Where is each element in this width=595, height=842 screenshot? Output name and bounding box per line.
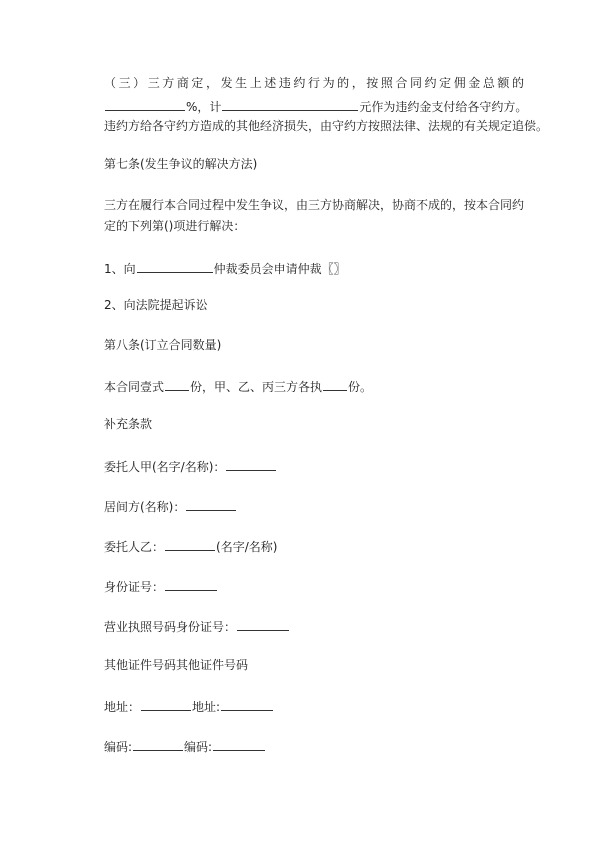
article8-text [104,378,372,395]
clause3-line2 [104,98,527,115]
yuan-suffix: 元作为违约金支付给各守约方。 [359,100,528,114]
copies-mid: 份，甲、乙、丙三方各执 [190,380,323,394]
id-label: 身份证号： [104,580,165,594]
address2-label: 地址: [192,700,221,714]
code-row [104,738,266,755]
party-a-row [104,458,277,475]
clause3-line3: 违约方给各守约方造成的其他经济损失，由守约方按照法律、法规的有关规定追偿。 [104,119,549,133]
intermediary-row [104,498,237,515]
penalty-amount-blank[interactable] [222,98,358,111]
article7-para-line1: 三方在履行本合同过程中发生争议，由三方协商解决，协商不成的，按本合同约 [104,198,525,212]
id-blank[interactable] [165,578,217,591]
supplement-title: 补充条款 [104,417,153,431]
party-b-suffix: (名字/名称) [216,540,278,554]
article7-title: 第七条(发生争议的解决方法) [104,157,258,171]
code1-blank[interactable] [133,738,183,751]
code2-blank[interactable] [213,738,265,751]
option1-prefix: 1、向 [104,262,136,276]
party-a-blank[interactable] [226,458,276,471]
intermediary-blank[interactable] [186,498,236,511]
party-b-row [104,538,277,555]
commission-rate-blank[interactable] [105,98,185,111]
clause3-line1: （三）三方商定，发生上述违约行为的，按照合同约定佣金总额的 [104,76,524,90]
option1-suffix: 仲裁委员会申请仲裁〖〗 [213,262,346,276]
license-label: 营业执照号码身份证号： [104,620,237,634]
party-a-label: 委托人甲(名字/名称)： [104,460,226,474]
arbitration-commission-blank[interactable] [137,260,213,273]
article7-option1 [104,260,346,277]
intermediary-label: 居间方(名称)： [104,500,186,514]
license-blank[interactable] [237,618,289,631]
copies-prefix: 本合同壹式 [104,380,165,394]
address-row [104,698,274,715]
copies-suffix: 份。 [348,380,373,394]
article8-title: 第八条(订立合同数量) [104,338,222,352]
article7-para-line2: 定的下列第()项进行解决： [104,219,246,233]
code1-label: 编码: [104,740,133,754]
address1-label: 地址： [104,700,141,714]
party-b-label: 委托人乙： [104,540,165,554]
id-row [104,578,218,595]
code2-label: 编码: [184,740,213,754]
total-copies-blank[interactable] [165,378,189,391]
license-row [104,618,290,635]
address1-blank[interactable] [141,698,191,711]
party-b-blank[interactable] [165,538,215,551]
article7-option2: 2、向法院提起诉讼 [104,298,208,312]
pct-suffix: %，计 [186,100,222,114]
other-cert-row: 其他证件号码其他证件号码 [104,658,249,672]
address2-blank[interactable] [221,698,273,711]
each-party-copies-blank[interactable] [323,378,347,391]
